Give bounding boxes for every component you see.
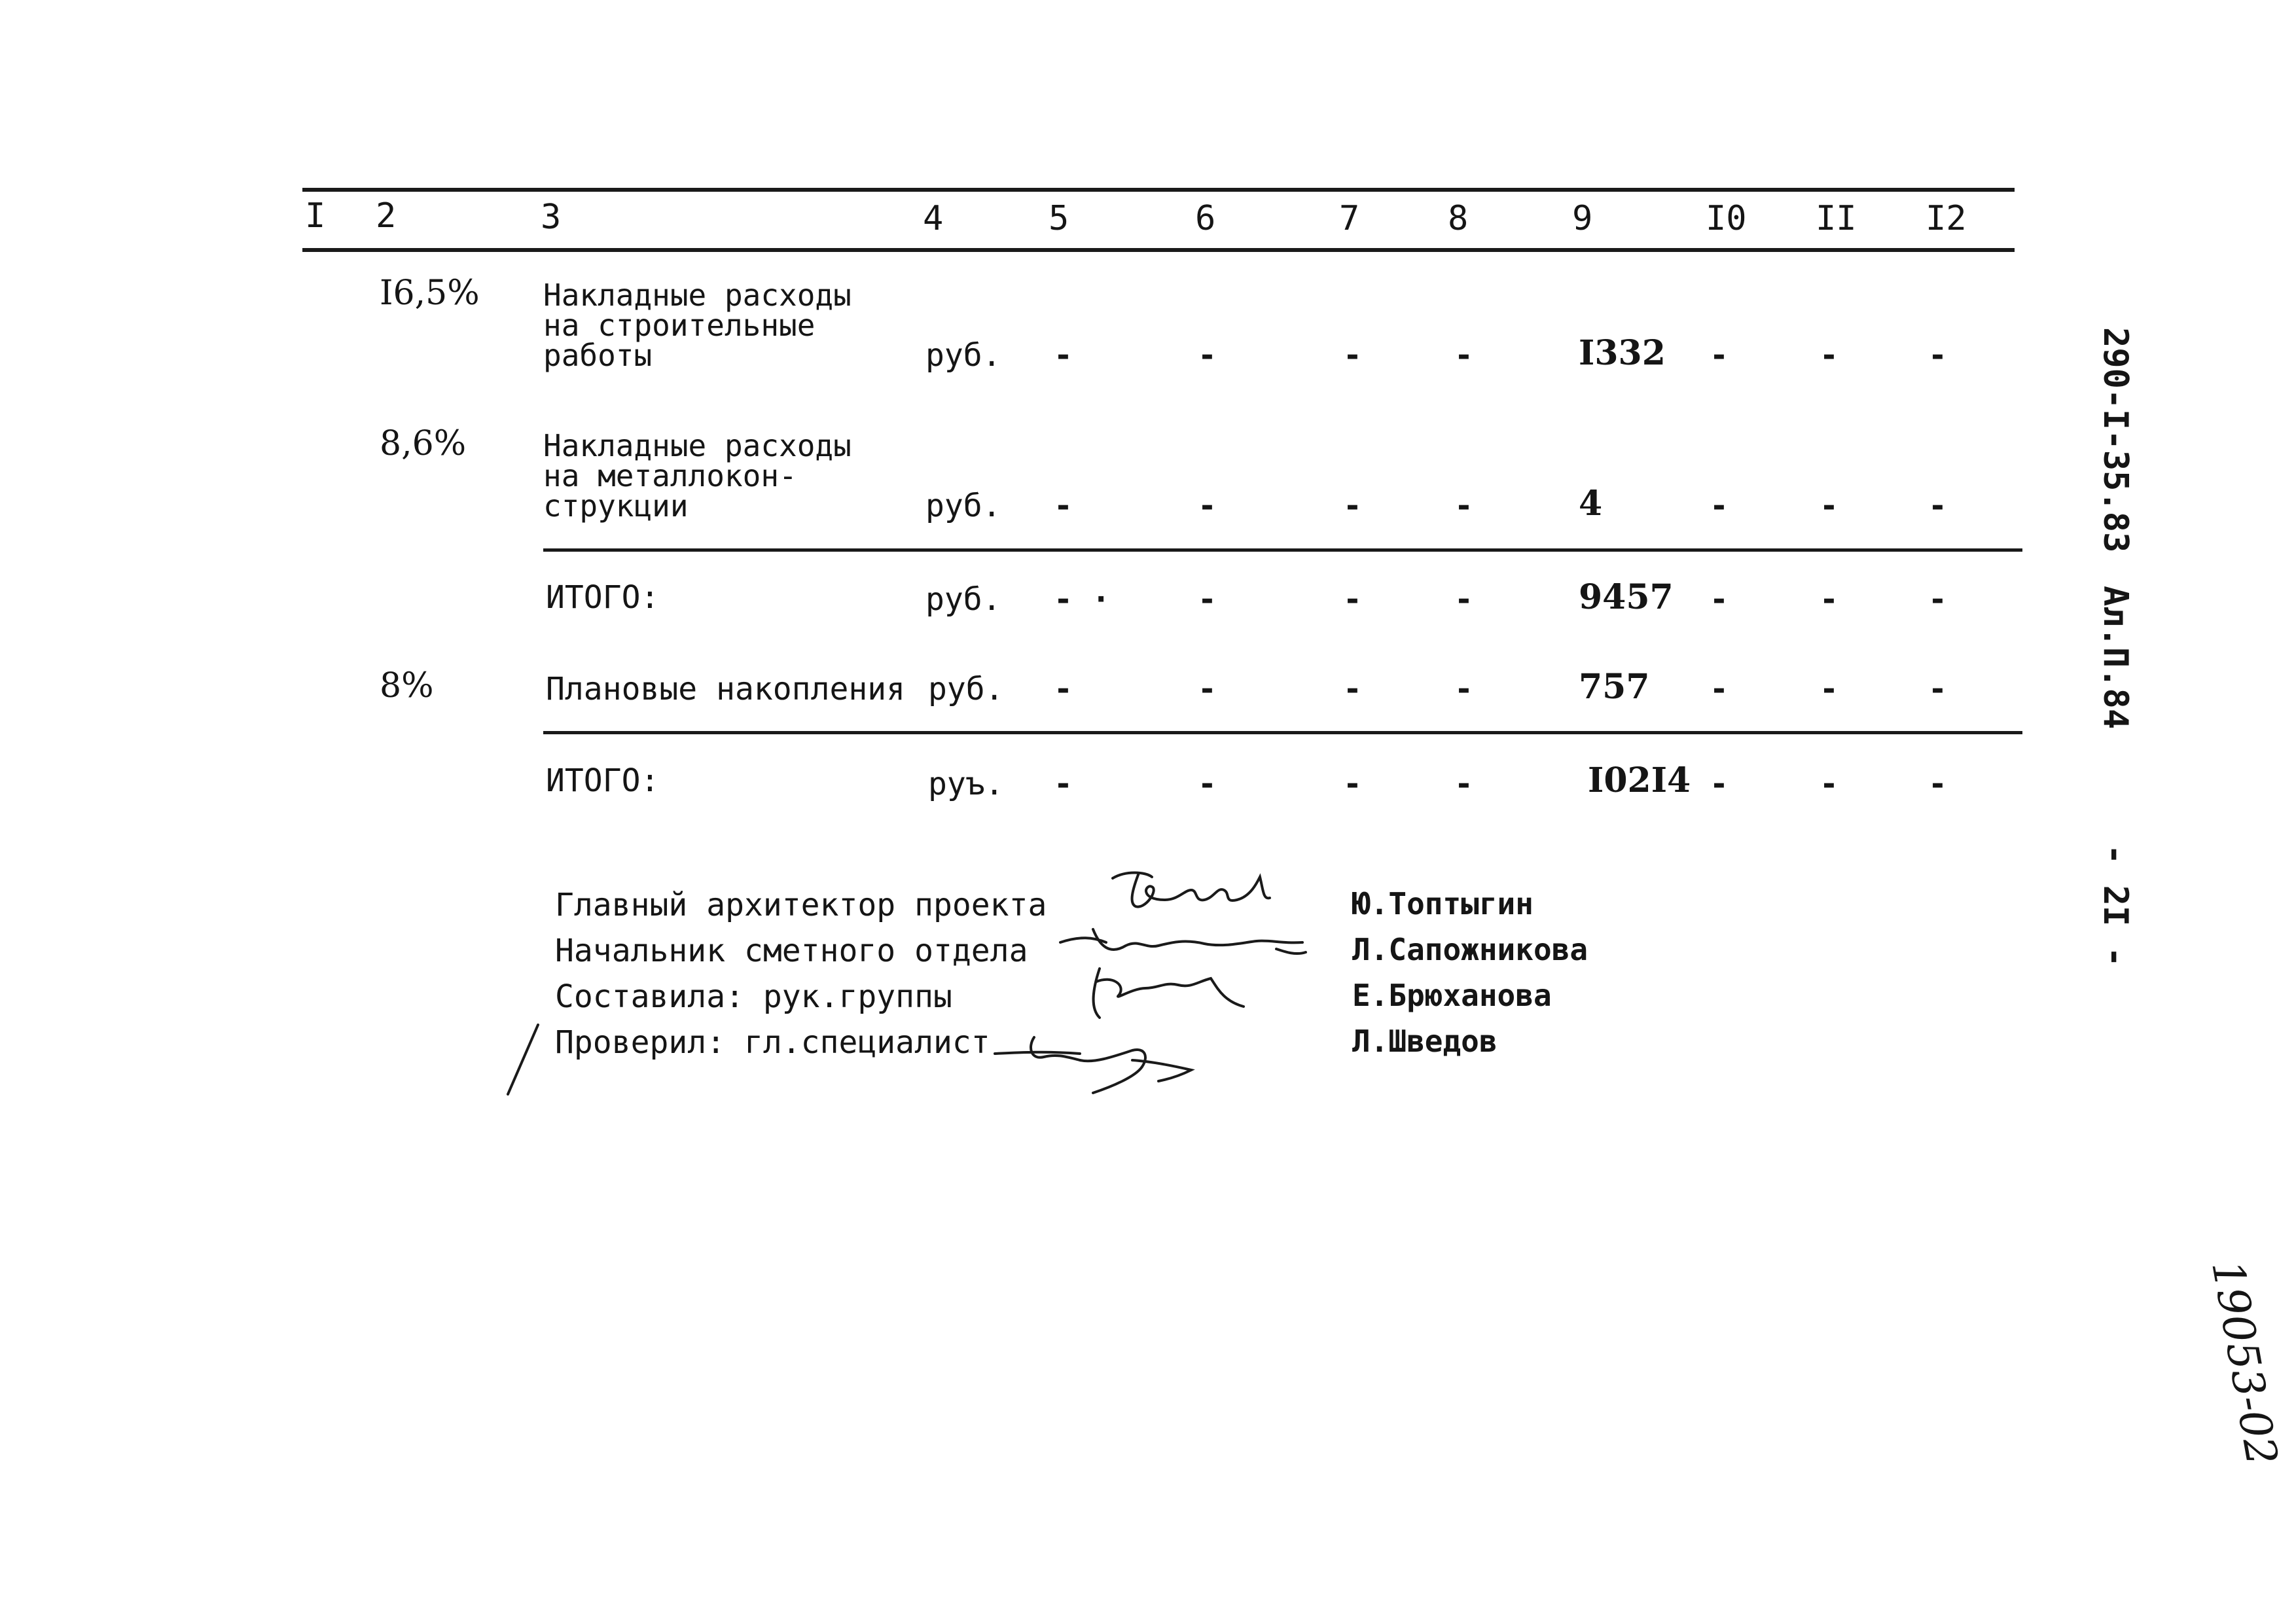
- col12-cell: -: [1928, 488, 1947, 524]
- col10-cell: -: [1710, 488, 1729, 524]
- total-label: ИТОГО:: [546, 762, 660, 799]
- signature-role: Проверил: гл.специалист: [555, 1024, 990, 1061]
- col10-cell: -: [1710, 337, 1729, 374]
- col-header-5: 5: [1049, 199, 1069, 238]
- signature-name: Е.Брюханова: [1352, 978, 1552, 1013]
- signature-role: Составила: рук.группы: [555, 978, 952, 1015]
- signature-scribble: [1100, 864, 1296, 916]
- col-header-10: I0: [1706, 199, 1747, 238]
- rate-cell: 8%: [380, 666, 434, 705]
- description-cell: Накладные расходы на металлокон- струкции: [543, 428, 852, 524]
- col11-cell: -: [1820, 766, 1839, 802]
- col-header-6: 6: [1195, 199, 1216, 238]
- col11-cell: -: [1820, 488, 1839, 524]
- col9-cell: I332: [1579, 333, 1666, 373]
- col12-cell: -: [1928, 581, 1947, 618]
- col7-cell: -: [1343, 488, 1362, 524]
- col7-cell: -: [1343, 766, 1362, 802]
- signature-name: Ю.Топтыгин: [1352, 886, 1534, 921]
- subtotal-label: ИТОГО:: [546, 579, 660, 616]
- col11-cell: -: [1820, 581, 1839, 618]
- col7-cell: -: [1343, 337, 1362, 374]
- col8-cell: -: [1454, 671, 1473, 707]
- unit-cell: руб.: [925, 488, 1001, 524]
- signature-scribble: [1080, 955, 1276, 1027]
- subtotal-rule-1: [543, 548, 2022, 552]
- signature-role: Главный архитектор проекта: [555, 887, 1047, 923]
- col6-cell: -: [1198, 337, 1217, 374]
- col7-cell: -: [1343, 581, 1362, 618]
- col12-cell: -: [1928, 766, 1947, 802]
- col8-cell: -: [1454, 337, 1473, 374]
- col10-cell: -: [1710, 766, 1729, 802]
- description-cell: Плановые накопления: [546, 671, 906, 707]
- col6-cell: -: [1198, 766, 1217, 802]
- col8-cell: -: [1454, 766, 1473, 802]
- col8-cell: -: [1454, 488, 1473, 524]
- col12-cell: -: [1928, 337, 1947, 374]
- col12-cell: -: [1928, 671, 1947, 707]
- col11-cell: -: [1820, 337, 1839, 374]
- signature-name: Л.Сапожникова: [1352, 932, 1588, 967]
- col10-cell: -: [1710, 581, 1729, 618]
- col5-cell: -: [1054, 488, 1073, 524]
- col5-cell: -: [1054, 671, 1073, 707]
- rate-cell: I6,5%: [380, 274, 480, 313]
- unit-cell: руъ.: [928, 766, 1004, 802]
- page-number: - 2I -: [2096, 844, 2135, 967]
- unit-cell: руб.: [928, 671, 1004, 707]
- signature-scribble: [982, 1021, 1217, 1099]
- col9-cell: 4: [1579, 484, 1603, 524]
- col8-cell: -: [1454, 581, 1473, 618]
- col-header-8: 8: [1448, 199, 1469, 238]
- rate-cell: 8,6%: [380, 424, 467, 463]
- col-header-3: 3: [541, 198, 562, 237]
- table-top-rule: [302, 188, 2015, 192]
- col10-cell: -: [1710, 671, 1729, 707]
- col6-cell: -: [1198, 671, 1217, 707]
- col9-cell: 9457: [1579, 577, 1674, 617]
- subtotal-rule-2: [543, 731, 2022, 734]
- col9-cell: 757: [1579, 667, 1650, 707]
- description-cell: Накладные расходы на строительные работы: [543, 277, 852, 373]
- col7-cell: -: [1343, 671, 1362, 707]
- col-header-7: 7: [1339, 199, 1360, 238]
- col11-cell: -: [1820, 671, 1839, 707]
- col5-cell: -: [1054, 766, 1073, 802]
- header-bottom-rule: [302, 248, 2015, 252]
- album-number: Ал.П.84: [2096, 586, 2135, 730]
- col5-cell: - ·: [1054, 581, 1111, 618]
- check-mark-stroke: [504, 1021, 543, 1099]
- unit-cell: руб.: [925, 337, 1001, 374]
- signature-name: Л.Шведов: [1352, 1024, 1498, 1059]
- document-code: 290-I-35.83: [2096, 327, 2135, 553]
- col5-cell: -: [1054, 337, 1073, 374]
- col6-cell: -: [1198, 488, 1217, 524]
- col-header-1: I: [305, 196, 326, 236]
- col-header-12: I2: [1926, 199, 1967, 238]
- col6-cell: -: [1198, 581, 1217, 618]
- col9-cell: I02I4: [1588, 760, 1691, 800]
- unit-cell: руб.: [925, 581, 1001, 618]
- col-header-2: 2: [376, 196, 397, 236]
- col-header-4: 4: [923, 199, 944, 238]
- handwritten-archive-number: 19053-02: [2202, 1257, 2287, 1469]
- col-header-11: II: [1816, 199, 1857, 238]
- col-header-9: 9: [1572, 199, 1593, 238]
- signature-role: Начальник сметного отдела: [555, 933, 1028, 969]
